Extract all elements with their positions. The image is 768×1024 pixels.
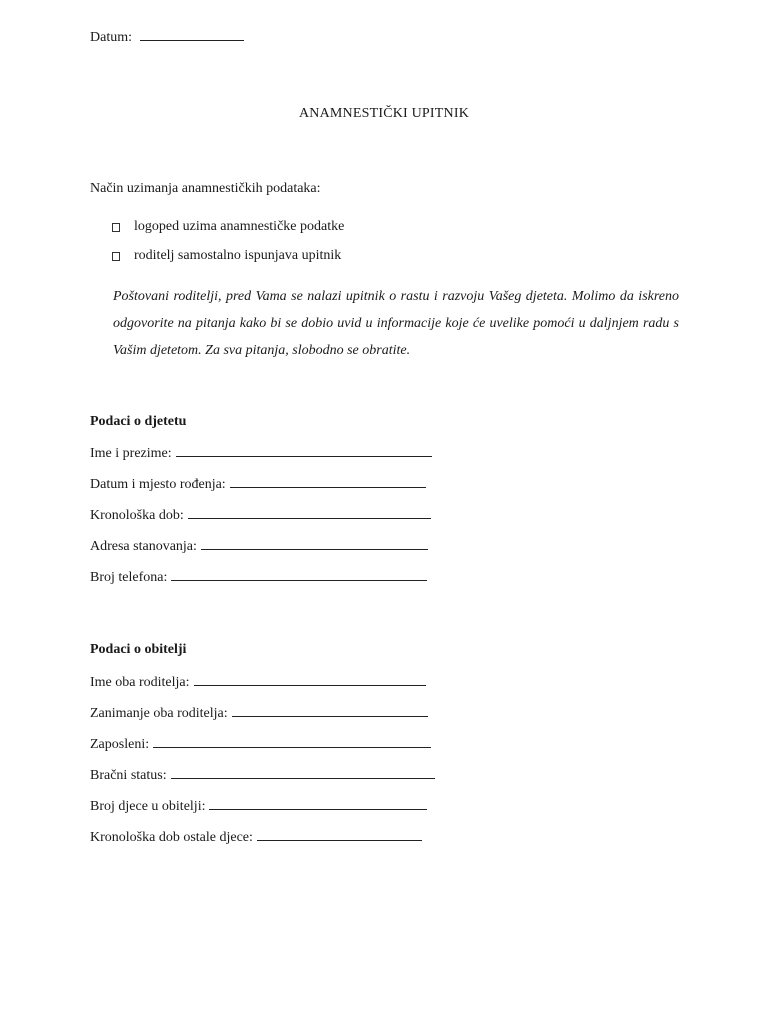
option-speech-therapist[interactable] — [112, 219, 344, 235]
field-blank[interactable] — [176, 444, 432, 457]
family-section-heading: Podaci o obitelji — [90, 642, 187, 657]
field-phone — [90, 568, 427, 586]
checkbox-icon[interactable] — [112, 223, 120, 232]
field-birth-date-place — [90, 475, 426, 493]
option-label: roditelj samostalno ispunjava upitnik — [134, 248, 342, 263]
date-blank[interactable] — [140, 28, 244, 41]
field-blank[interactable] — [188, 506, 431, 519]
field-blank[interactable] — [153, 735, 431, 748]
field-child-name — [90, 444, 432, 462]
field-label: Kronološka dob: — [90, 508, 184, 523]
field-blank[interactable] — [171, 766, 435, 779]
field-chronological-age — [90, 506, 431, 524]
field-siblings-age — [90, 828, 422, 846]
date-label: Datum: — [90, 30, 132, 45]
field-blank[interactable] — [201, 537, 428, 550]
field-address — [90, 537, 428, 555]
field-label: Zaposleni: — [90, 737, 150, 752]
option-label: logoped uzima anamnestičke podatke — [134, 219, 345, 234]
field-parents-occupation — [90, 704, 428, 722]
page-title: ANAMNESTIČKI UPITNIK — [298, 106, 470, 121]
field-employed — [90, 735, 431, 753]
field-blank[interactable] — [230, 475, 426, 488]
field-label: Bračni status: — [90, 768, 167, 783]
field-label: Ime oba roditelja: — [90, 675, 190, 690]
field-label: Broj telefona: — [90, 570, 168, 585]
child-section-heading: Podaci o djetetu — [90, 414, 187, 429]
field-marital-status — [90, 766, 435, 784]
field-blank[interactable] — [194, 673, 426, 686]
option-parent-self[interactable] — [112, 248, 341, 264]
field-label: Kronološka dob ostale djece: — [90, 830, 253, 845]
field-label: Broj djece u obitelji: — [90, 799, 206, 814]
intro-paragraph: Poštovani roditelji, pred Vama se nalazi upitnik o rastu i razvoju Vašeg djeteta. Molimo da iskreno odgovorite na pitanja kako bi se dobio uvid u informacije koje će uvelike pomoći u daljnjem radu s Vašim djetetom. Za sva pitanja, slobodno se obratite. — [113, 289, 679, 358]
field-children-count — [90, 797, 427, 815]
field-blank[interactable] — [232, 704, 428, 717]
field-parents-names — [90, 673, 426, 691]
field-blank[interactable] — [171, 568, 427, 581]
field-label: Datum i mjesto rođenja: — [90, 477, 226, 492]
field-label: Zanimanje oba roditelja: — [90, 706, 228, 721]
checkbox-icon[interactable] — [112, 252, 120, 261]
date-line — [90, 28, 244, 46]
field-blank[interactable] — [209, 797, 427, 810]
field-blank[interactable] — [257, 828, 422, 841]
collection-method-label: Način uzimanja anamnestičkih podataka: — [90, 181, 321, 196]
field-label: Ime i prezime: — [90, 446, 172, 461]
field-label: Adresa stanovanja: — [90, 539, 197, 554]
